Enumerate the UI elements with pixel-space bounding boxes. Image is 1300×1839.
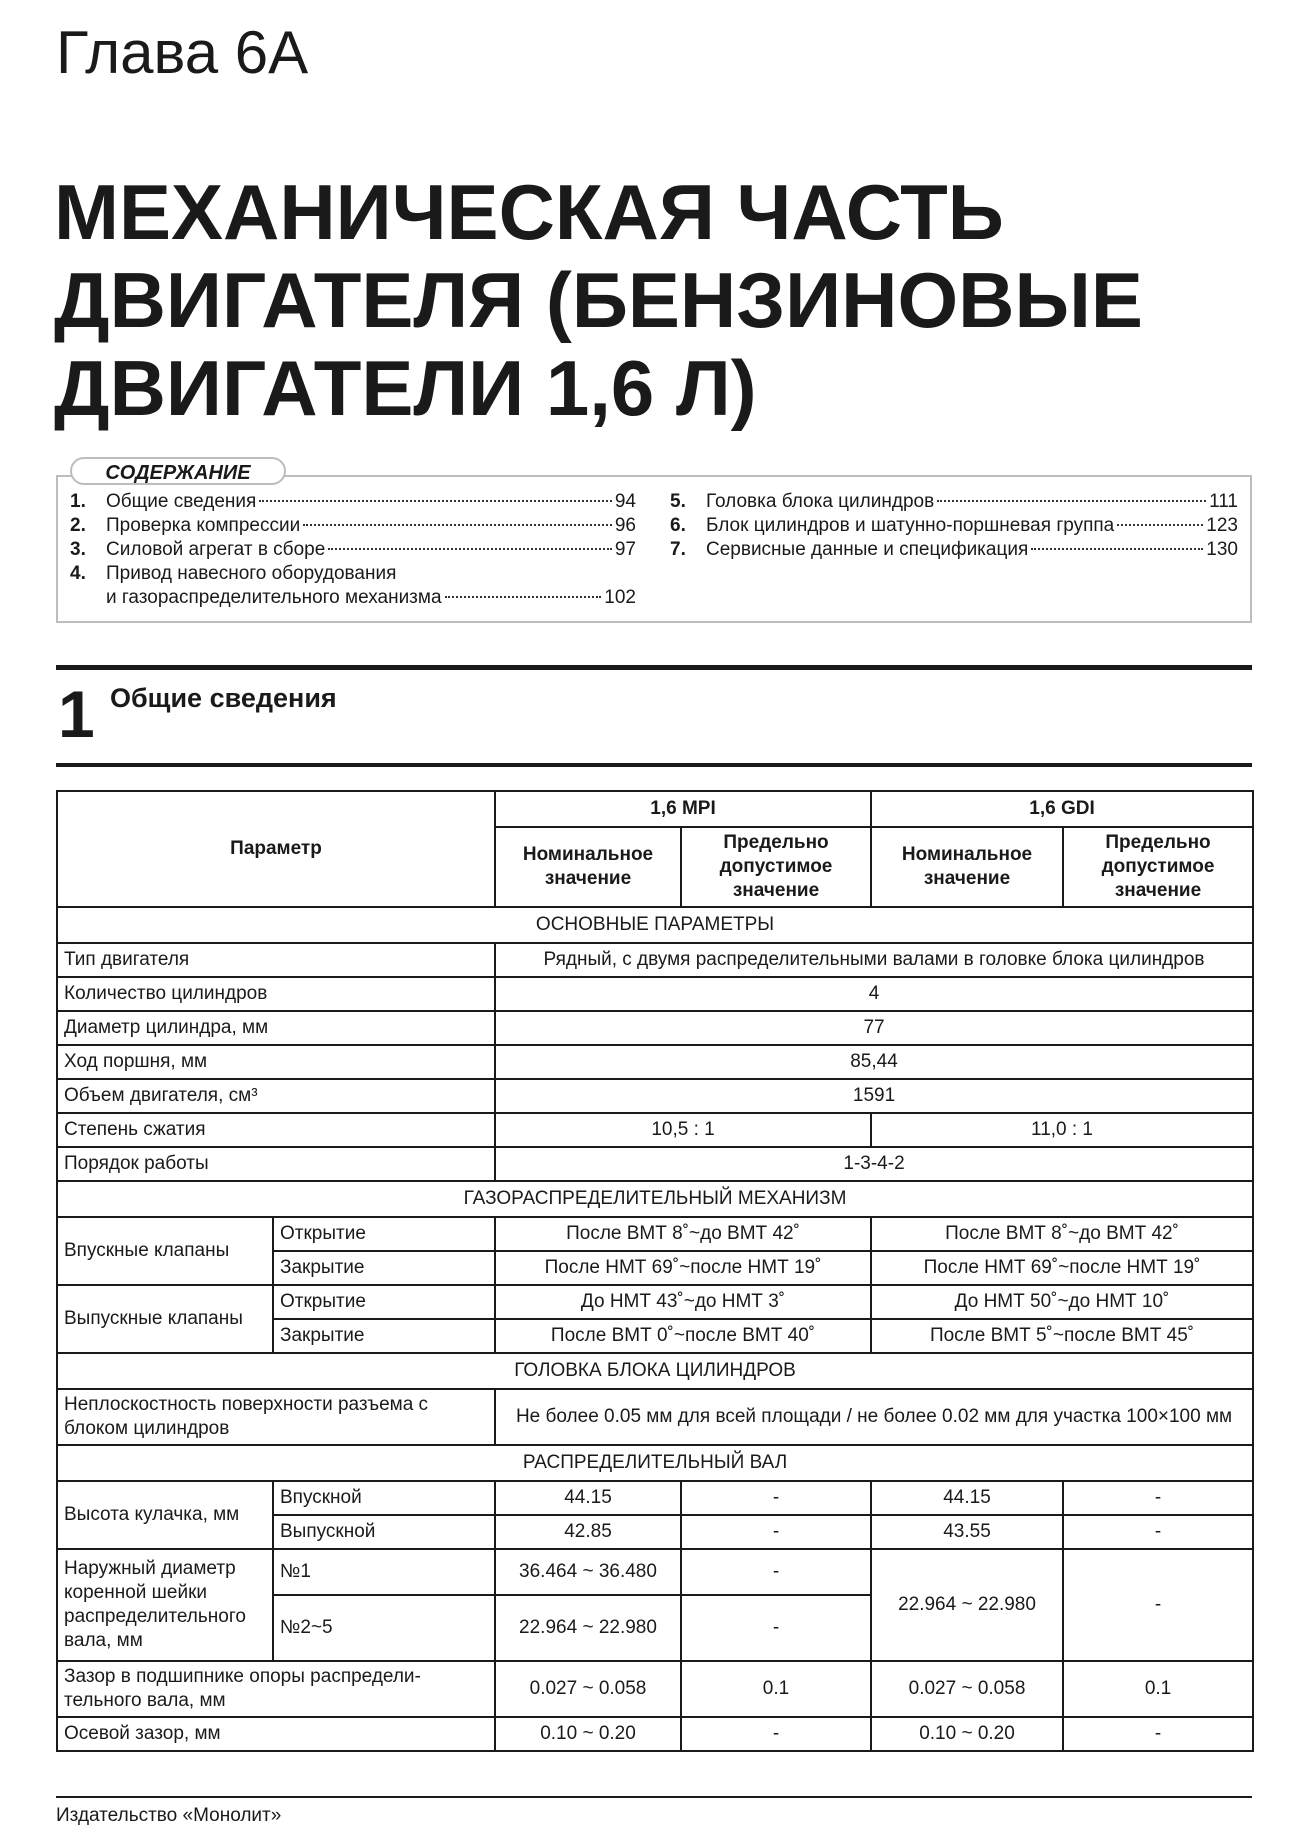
sub-label: №2~5: [273, 1595, 495, 1661]
row-value: Рядный, с двумя распределительными валами в головке блока цилиндров: [495, 943, 1253, 977]
row-value: -: [1063, 1549, 1253, 1661]
row-value: 1-3-4-2: [495, 1147, 1253, 1181]
sub-label: Закрытие: [273, 1251, 495, 1285]
toc-leader: [259, 500, 612, 502]
row-value: 43.55: [871, 1515, 1063, 1549]
row-value: До НМТ 43˚~до НМТ 3˚: [495, 1285, 871, 1319]
row-value: 0.027 ~ 0.058: [495, 1661, 681, 1717]
row-value: После ВМТ 5˚~после ВМТ 45˚: [871, 1319, 1253, 1353]
row-value: 0.1: [681, 1661, 871, 1717]
toc-label: СОДЕРЖАНИЕ: [70, 457, 286, 485]
page-title: МЕХАНИЧЕСКАЯ ЧАСТЬ ДВИГАТЕЛЯ (БЕНЗИНОВЫЕ ДВИГАТЕЛИ 1,6 Л): [54, 168, 1143, 432]
sub-label: Открытие: [273, 1285, 495, 1319]
toc-item-page: 111: [1209, 491, 1238, 512]
toc-right-column: [670, 490, 1238, 562]
nominal-header: Номинальное значение: [871, 827, 1063, 907]
toc-item-text-line2: и газораспределительного механизма: [106, 587, 442, 608]
toc-item[interactable]: [670, 538, 1238, 562]
toc-item-page: 102: [604, 587, 636, 608]
row-label: Тип двигателя: [57, 943, 495, 977]
toc-leader: [1031, 548, 1203, 550]
row-value: 77: [495, 1011, 1253, 1045]
row-label: Высота кулачка, мм: [57, 1481, 273, 1549]
toc-item-text: Проверка компрессии: [106, 515, 301, 536]
row-value: 44.15: [871, 1481, 1063, 1515]
row-value: После НМТ 69˚~после НМТ 19˚: [495, 1251, 871, 1285]
row-value: 0.10 ~ 0.20: [495, 1717, 681, 1751]
footer-rule: [56, 1796, 1252, 1798]
toc-item[interactable]: [70, 490, 636, 514]
toc-item-number: 3.: [70, 539, 86, 560]
sub-label: Впускной: [273, 1481, 495, 1515]
toc-item[interactable]: [70, 538, 636, 562]
toc-item-number: 6.: [670, 515, 686, 536]
limit-header: Предельно допустимое значение: [1063, 827, 1253, 907]
section-rule-top: [56, 665, 1252, 670]
engine-header-gdi: 1,6 GDI: [871, 791, 1253, 827]
row-label: Диаметр цилиндра, мм: [57, 1011, 495, 1045]
row-value: 36.464 ~ 36.480: [495, 1549, 681, 1595]
row-value: После НМТ 69˚~после НМТ 19˚: [871, 1251, 1253, 1285]
row-value: Не более 0.05 мм для всей площади / не более 0.02 мм для участка 100×100 мм: [495, 1389, 1253, 1445]
toc-item-page: 96: [614, 515, 636, 536]
row-label: Количество цилиндров: [57, 977, 495, 1011]
row-value: После ВМТ 8˚~до ВМТ 42˚: [871, 1217, 1253, 1251]
toc-item[interactable]: [670, 514, 1238, 538]
footer-publisher: Издательство «Монолит»: [56, 1805, 282, 1826]
row-value: -: [681, 1717, 871, 1751]
row-value: После ВМТ 0˚~после ВМТ 40˚: [495, 1319, 871, 1353]
row-label: Объем двигателя, см³: [57, 1079, 495, 1113]
row-value: 0.1: [1063, 1661, 1253, 1717]
row-value: -: [681, 1515, 871, 1549]
row-value: 22.964 ~ 22.980: [495, 1595, 681, 1661]
row-value: -: [681, 1595, 871, 1661]
toc-left-column: [70, 490, 636, 610]
toc-item[interactable]: [70, 514, 636, 538]
row-label: Зазор в подшипнике опоры распредели-тельного вала, мм: [57, 1661, 495, 1717]
toc-leader: [328, 548, 612, 550]
sub-label: Открытие: [273, 1217, 495, 1251]
toc-item-page: 130: [1206, 539, 1238, 560]
toc-item-number: 1.: [70, 491, 86, 512]
toc-leader: [937, 500, 1206, 502]
toc-item-page: 94: [614, 491, 636, 512]
group-header: ОСНОВНЫЕ ПАРАМЕТРЫ: [57, 907, 1253, 943]
spec-table: [56, 790, 1254, 1752]
toc-leader: [1117, 524, 1203, 526]
row-label: Порядок работы: [57, 1147, 495, 1181]
row-value: -: [1063, 1515, 1253, 1549]
row-value: 0.10 ~ 0.20: [871, 1717, 1063, 1751]
row-value: 44.15: [495, 1481, 681, 1515]
sub-label: №1: [273, 1549, 495, 1595]
toc-item[interactable]: [670, 490, 1238, 514]
row-label: Неплоскостность поверхности разъема с блоком цилиндров: [57, 1389, 495, 1445]
section-number: 1: [58, 677, 95, 751]
row-value: 10,5 : 1: [495, 1113, 871, 1147]
nominal-header: Номинальное значение: [495, 827, 681, 907]
toc-item-number: 5.: [670, 491, 686, 512]
row-value: 0.027 ~ 0.058: [871, 1661, 1063, 1717]
toc-leader: [445, 596, 602, 598]
engine-header-mpi: 1,6 MPI: [495, 791, 871, 827]
toc-item-text: Головка блока цилиндров: [706, 491, 935, 512]
toc-item-number: 4.: [70, 563, 86, 584]
toc-item-page: 97: [614, 539, 636, 560]
toc-item-number: 7.: [670, 539, 686, 560]
section-title: Общие сведения: [110, 683, 337, 713]
param-header: Параметр: [57, 791, 495, 907]
toc-item-text: Сервисные данные и спецификация: [706, 539, 1029, 560]
row-value: -: [1063, 1481, 1253, 1515]
sub-label: Выпускной: [273, 1515, 495, 1549]
row-value: -: [681, 1481, 871, 1515]
toc-item[interactable]: [70, 562, 636, 610]
toc-leader: [303, 524, 612, 526]
row-value: 85,44: [495, 1045, 1253, 1079]
row-value: -: [1063, 1717, 1253, 1751]
row-value: -: [681, 1549, 871, 1595]
row-label: Степень сжатия: [57, 1113, 495, 1147]
toc-item-text: Общие сведения: [106, 491, 257, 512]
toc-item-text: Силовой агрегат в сборе: [106, 539, 326, 560]
row-label: Выпускные клапаны: [57, 1285, 273, 1353]
row-value: 11,0 : 1: [871, 1113, 1253, 1147]
toc-item-text: Блок цилиндров и шатунно-поршневая группа: [706, 515, 1115, 536]
row-value: 42.85: [495, 1515, 681, 1549]
row-label: Наружный диаметр коренной шейки распределительного вала, мм: [57, 1549, 273, 1661]
row-label: Осевой зазор, мм: [57, 1717, 495, 1751]
toc-item-text: Привод навесного оборудования: [106, 563, 397, 584]
group-header: ГОЛОВКА БЛОКА ЦИЛИНДРОВ: [57, 1353, 1253, 1389]
row-value: 22.964 ~ 22.980: [871, 1549, 1063, 1661]
chapter-label: Глава 6А: [56, 19, 309, 86]
toc-item-number: 2.: [70, 515, 86, 536]
row-label: Впускные клапаны: [57, 1217, 273, 1285]
limit-header: Предельно допустимое значение: [681, 827, 871, 907]
group-header: ГАЗОРАСПРЕДЕЛИТЕЛЬНЫЙ МЕХАНИЗМ: [57, 1181, 1253, 1217]
row-value: 1591: [495, 1079, 1253, 1113]
row-value: До НМТ 50˚~до НМТ 10˚: [871, 1285, 1253, 1319]
section-rule-bottom: [56, 763, 1252, 767]
group-header: РАСПРЕДЕЛИТЕЛЬНЫЙ ВАЛ: [57, 1445, 1253, 1481]
sub-label: Закрытие: [273, 1319, 495, 1353]
toc-item-page: 123: [1206, 515, 1238, 536]
row-value: 4: [495, 977, 1253, 1011]
row-label: Ход поршня, мм: [57, 1045, 495, 1079]
row-value: После ВМТ 8˚~до ВМТ 42˚: [495, 1217, 871, 1251]
